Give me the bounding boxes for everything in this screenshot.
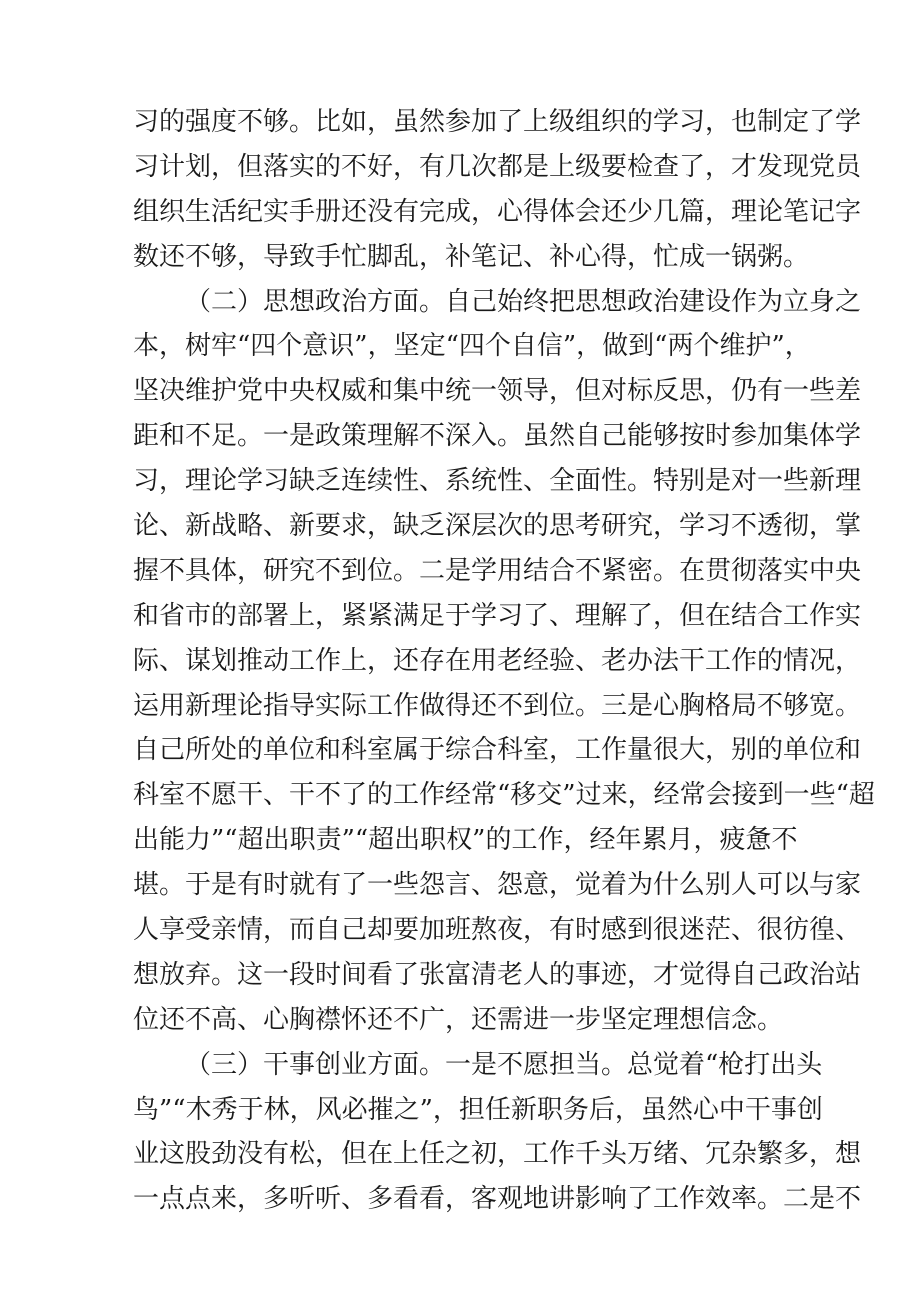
section-heading-line: （二）思想政治方面。自己始终把思想政治建设作为立身之 <box>185 286 862 317</box>
text-line: 坚决维护党中央权威和集中统一领导，但对标反思，仍有一些差 <box>133 376 862 407</box>
text-line: 人享受亲情，而自己却要加班熬夜，有时感到很迷茫、很彷徨、 <box>133 915 862 946</box>
text-line: 运用新理论指导实际工作做得还不到位。三是心胸格局不够宽。 <box>133 690 862 721</box>
text-line: 际、谋划推动工作上，还存在用老经验、老办法干工作的情况， <box>133 645 862 676</box>
text-line: 一点点来，多听听、多看看，客观地讲影响了工作效率。二是不 <box>133 1184 862 1215</box>
text-line: 习计划，但落实的不好，有几次都是上级要检查了，才发现党员 <box>133 151 862 182</box>
text-line: 和省市的部署上，紧紧满足于学习了、理解了，但在结合工作实 <box>133 600 862 631</box>
text-line: 本，树牢“四个意识”，坚定“四个自信”，做到“两个维护”， <box>133 331 811 362</box>
text-line: 习的强度不够。比如，虽然参加了上级组织的学习，也制定了学 <box>133 107 862 137</box>
text-line: 业这股劲没有松，但在上任之初，工作千头万绪、冗杂繁多，想 <box>133 1139 862 1170</box>
text-line: 习，理论学习缺乏连续性、系统性、全面性。特别是对一些新理 <box>133 466 862 497</box>
text-line: 鸟”“木秀于林，风必摧之”，担任新职务后，虽然心中干事创 <box>133 1094 823 1125</box>
text-line: 位还不高、心胸襟怀还不广，还需进一步坚定理想信念。 <box>133 1004 784 1035</box>
text-line: 堪。于是有时就有了一些怨言、怨意，觉着为什么别人可以与家 <box>133 870 862 901</box>
text-line: 出能力”“超出职责”“超出职权”的工作，经年累月，疲惫不 <box>133 825 798 856</box>
text-line: 距和不足。一是政策理解不深入。虽然自己能够按时参加集体学 <box>133 421 862 452</box>
paragraph-section-2 <box>133 280 875 1043</box>
text-line: 组织生活纪实手册还没有完成，心得体会还少几篇，理论笔记字 <box>133 196 862 227</box>
section-heading-line: （三）干事创业方面。一是不愿担当。总觉着“枪打出头 <box>185 1049 823 1080</box>
text-line: 想放弃。这一段时间看了张富清老人的事迹，才觉得自己政治站 <box>133 959 862 990</box>
text-line: 数还不够，导致手忙脚乱，补笔记、补心得，忙成一锅粥。 <box>133 241 810 272</box>
text-line: 握不具体，研究不到位。二是学用结合不紧密。在贯彻落实中央 <box>133 555 862 586</box>
paragraph-continuation <box>133 100 862 280</box>
text-line: 论、新战略、新要求，缺乏深层次的思考研究，学习不透彻，掌 <box>133 511 862 542</box>
paragraph-section-3 <box>133 1043 862 1223</box>
text-line: 自己所处的单位和科室属于综合科室，工作量很大，别的单位和 <box>133 735 862 766</box>
text-line: 科室不愿干、干不了的工作经常“移交”过来，经常会接到一些“超 <box>133 780 875 811</box>
